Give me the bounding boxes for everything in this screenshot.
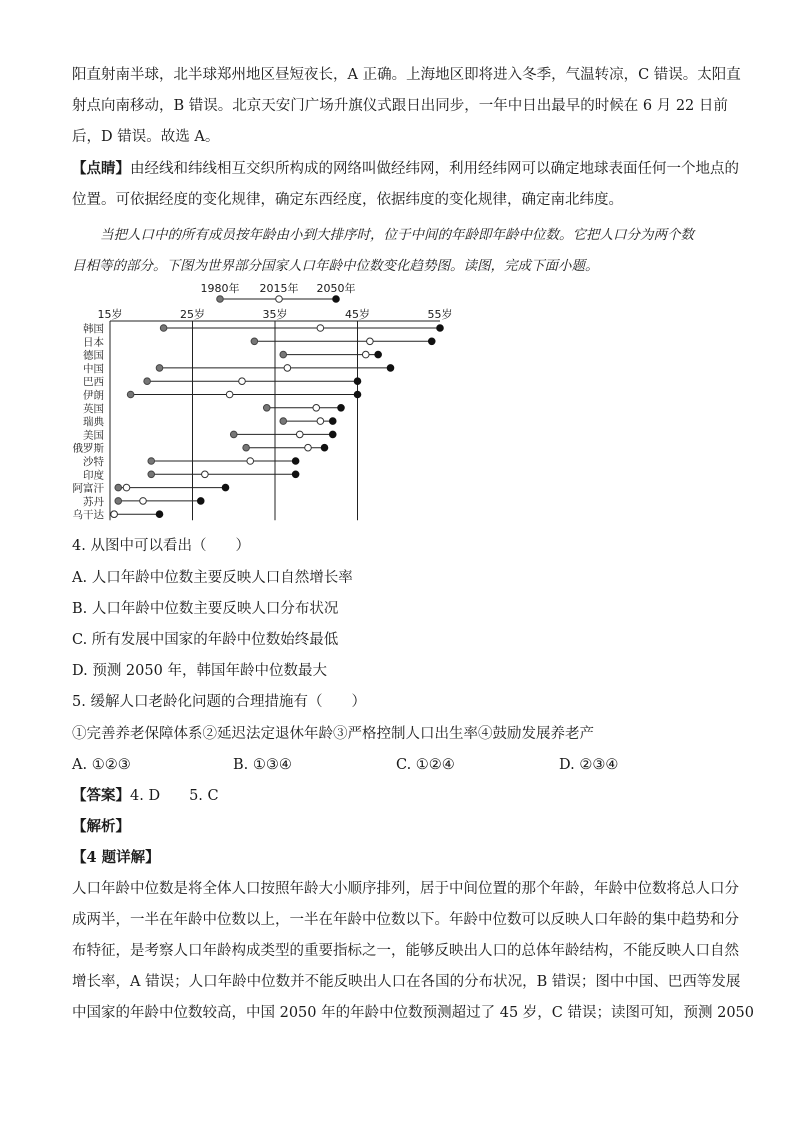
- point-2050年: [292, 458, 299, 465]
- legend-label: 1980年: [200, 282, 240, 295]
- point-2050年: [428, 338, 435, 345]
- age-median-chart: [66, 280, 466, 526]
- q4-stem: 4. 从图中可以看出（ ）: [72, 538, 250, 554]
- country-label: 乌干达: [72, 509, 104, 522]
- point-2050年: [387, 365, 394, 372]
- chart-axis: [98, 307, 453, 520]
- legend-label: 2050年: [316, 282, 356, 295]
- point-2050年: [197, 498, 204, 505]
- point-2050年: [437, 325, 444, 332]
- q5-stem: 5. 缓解人口老龄化问题的合理措施有（ ）: [72, 694, 366, 710]
- text-line: 阳直射南半球，北半球郑州地区昼短夜长，A 正确。上海地区即将进入冬季，气温转凉，C 错误。太阳直: [72, 67, 741, 83]
- q4-option-d: D. 预测 2050 年，韩国年龄中位数最大: [72, 663, 327, 679]
- q5-items: ①完善养老保障体系②延迟法定退休年龄③严格控制人口出生率④鼓励发展养老产: [72, 726, 594, 742]
- x-tick-label: 15岁: [97, 308, 123, 321]
- detail-line: 人口年龄中位数是将全体人口按照年龄大小顺序排列，居于中间位置的那个年龄，年龄中位数将总人口分: [72, 881, 739, 897]
- note-text: 由经线和纬线相互交织所构成的网络叫做经纬网，利用经纬网可以确定地球表面任何一个地点的: [130, 161, 739, 177]
- country-label: 阿富汗: [72, 482, 104, 495]
- point-2015年: [226, 391, 233, 398]
- point-2050年: [375, 351, 382, 358]
- analysis-tag: 【解析】: [72, 818, 130, 835]
- answer-tag: 【答案】: [72, 787, 130, 804]
- country-label: 印度: [83, 469, 104, 482]
- point-1980年: [148, 458, 155, 465]
- point-2015年: [362, 351, 369, 358]
- intro-line: 当把人口中的所有成员按年龄由小到大排序时，位于中间的年龄即年龄中位数。它把人口分为两个数: [100, 227, 694, 243]
- chart-legend: [201, 281, 356, 302]
- note-tag: 【点睛】: [72, 160, 130, 177]
- detail-line: 成两半，一半在年龄中位数以上，一半在年龄中位数以下。年龄中位数可以反映人口年龄的集中趋势和分: [72, 912, 739, 928]
- legend-marker: [217, 296, 224, 303]
- country-label: 伊朗: [83, 389, 104, 402]
- point-2015年: [247, 458, 254, 465]
- point-2015年: [239, 378, 246, 385]
- country-label: 沙特: [83, 456, 104, 468]
- text-line: 射点向南移动，B 错误。北京天安门广场升旗仪式跟日出同步，一年中日出最早的时候在 6 月 22 日前: [72, 98, 728, 114]
- country-label: 美国: [83, 429, 104, 442]
- point-2050年: [354, 378, 361, 385]
- point-2015年: [313, 405, 320, 412]
- q4-option-b: B. 人口年龄中位数主要反映人口分布状况: [72, 601, 339, 617]
- q5-option-a: A. ①②③: [72, 757, 131, 773]
- point-2015年: [317, 325, 324, 332]
- point-2015年: [367, 338, 374, 345]
- x-tick-label: 45岁: [345, 308, 370, 321]
- point-2050年: [321, 444, 328, 451]
- point-2050年: [329, 418, 336, 425]
- point-2015年: [202, 471, 209, 478]
- legend-marker: [276, 296, 283, 303]
- intro-line: 目相等的部分。下图为世界部分国家人口年龄中位数变化趋势图。读图，完成下面小题。: [72, 258, 599, 274]
- q5-option-d: D. ②③④: [559, 757, 619, 773]
- point-2050年: [338, 405, 345, 412]
- q4-option-c: C. 所有发展中国家的年龄中位数始终最低: [72, 632, 339, 648]
- point-2015年: [123, 484, 130, 491]
- text-line: 后，D 错误。故选 A。: [72, 129, 220, 145]
- point-2050年: [354, 391, 361, 398]
- point-2050年: [292, 471, 299, 478]
- point-2015年: [317, 418, 324, 425]
- point-1980年: [251, 338, 258, 345]
- point-1980年: [115, 484, 122, 491]
- point-2015年: [140, 498, 147, 505]
- answer-line: [72, 787, 219, 805]
- country-label: 日本: [83, 336, 104, 349]
- point-2015年: [284, 365, 291, 372]
- detail-line: 布特征，是考察人口年龄构成类型的重要指标之一，能够反映出人口的总体年龄结构，不能反映人口自然: [72, 943, 739, 959]
- legend-label: 2015年: [259, 282, 299, 295]
- point-2050年: [329, 431, 336, 438]
- q5-option-c: C. ①②④: [396, 757, 455, 773]
- point-1980年: [148, 471, 155, 478]
- x-tick-label: 55岁: [427, 308, 453, 321]
- point-1980年: [115, 498, 122, 505]
- country-label: 苏丹: [83, 495, 104, 508]
- point-2015年: [305, 444, 312, 451]
- country-label: 英国: [83, 402, 104, 415]
- country-label: 中国: [83, 362, 104, 375]
- x-tick-label: 25岁: [180, 308, 205, 321]
- detail-line: 增长率，A 错误；人口年龄中位数并不能反映出人口在各国的分布状况，B 错误；图中中国、巴西等发展: [72, 974, 741, 990]
- point-2050年: [156, 511, 163, 518]
- point-1980年: [243, 444, 250, 451]
- country-label: 瑞典: [83, 416, 104, 429]
- x-tick-label: 35岁: [262, 308, 288, 321]
- text-line: 位置。可依据经度的变化规律，确定东西经度，依据纬度的变化规律，确定南北纬度。: [72, 192, 623, 208]
- point-1980年: [230, 431, 237, 438]
- legend-marker: [333, 296, 340, 303]
- point-2015年: [296, 431, 303, 438]
- point-1980年: [156, 365, 163, 372]
- detail-line: 中国家的年龄中位数较高，中国 2050 年的年龄中位数预测超过了 45 岁，C 错误；读图可知，预测 2050: [72, 1005, 754, 1021]
- country-label: 俄罗斯: [72, 442, 104, 455]
- point-1980年: [160, 325, 167, 332]
- q5-option-b: B. ①③④: [233, 757, 292, 773]
- point-1980年: [144, 378, 151, 385]
- country-label: 韩国: [83, 323, 104, 335]
- country-label: 德国: [83, 349, 104, 362]
- note-line: [72, 160, 739, 178]
- point-1980年: [280, 351, 287, 358]
- country-label: 巴西: [83, 376, 104, 389]
- point-2050年: [222, 484, 229, 491]
- point-2015年: [111, 511, 118, 518]
- answer-text: 4. D 5. C: [130, 788, 219, 804]
- detail4-tag: 【4 题详解】: [72, 849, 160, 866]
- point-1980年: [280, 418, 287, 425]
- q4-option-a: A. 人口年龄中位数主要反映人口自然增长率: [72, 570, 353, 586]
- point-1980年: [263, 405, 270, 412]
- point-1980年: [127, 391, 134, 398]
- chart-rows: [73, 322, 444, 521]
